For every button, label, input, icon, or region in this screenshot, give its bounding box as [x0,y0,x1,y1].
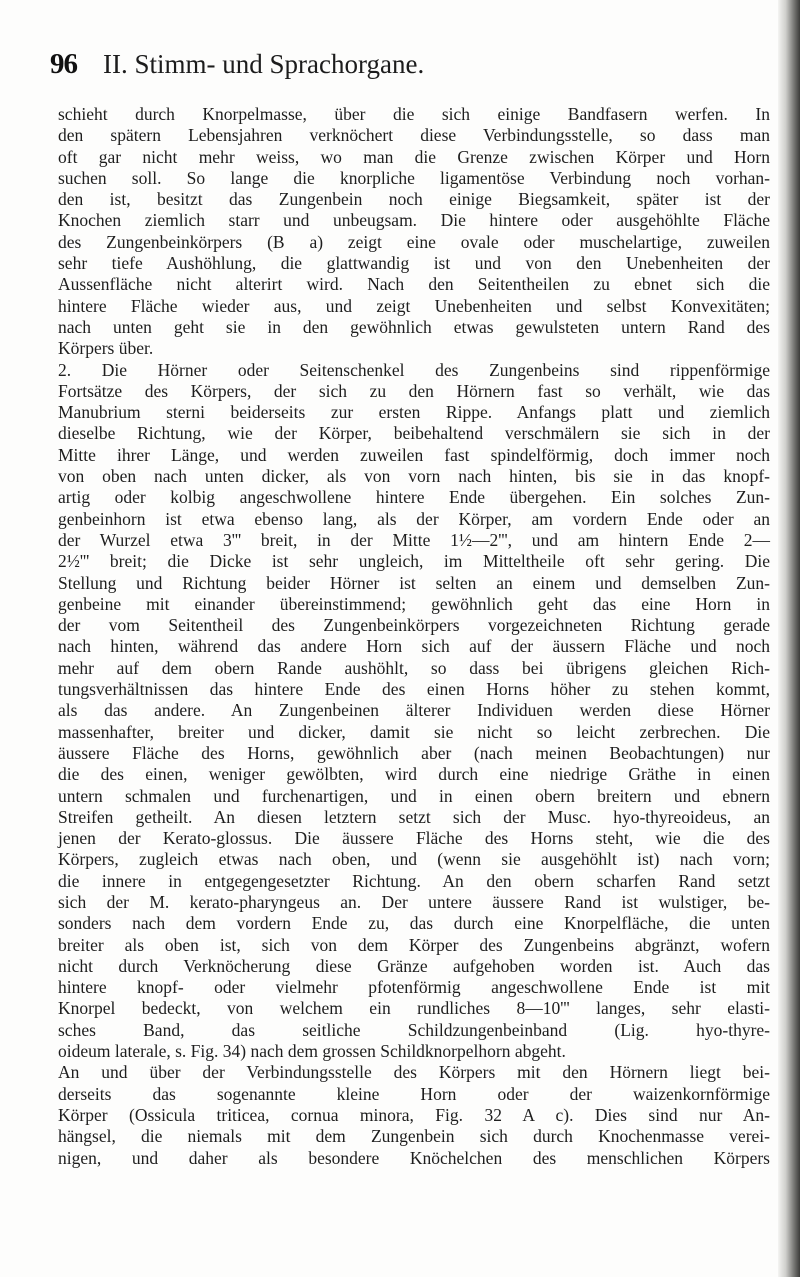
text-line: schieht durch Knorpelmasse, über die sich einige Bandfasern werfen. In [58,104,770,124]
text-line: massenhafter, breiter und dicker, damit sie nicht so leicht zerbrechen. Die [58,721,770,742]
text-line: jenen der Kerato-glossus. Die äussere Fläche des Horns steht, wie die des [58,828,770,849]
text-line: Körpers, zugleich etwas nach oben, und (wenn sie ausgehöhlt ist) nach vorn; [58,849,770,870]
text-line: hintere knopf- oder vielmehr pfotenförmig angeschwollene Ende ist mit [58,977,770,998]
text-line: genbeinhorn ist etwa ebenso lang, als der Körper, am vordern Ende oder an [58,508,770,529]
text-line: sich der M. kerato-pharyngeus an. Der untere äussere Rand ist wulstiger, be- [58,891,770,912]
text-line: nach hinten, während das andere Horn sich auf der äussern Fläche und noch [58,636,770,657]
text-line: mehr auf dem obern Rande aushöhlt, so dass bei übrigens gleichen Rich- [58,657,770,678]
text-line: nicht durch Verknöcherung diese Gränze aufgehoben worden ist. Auch das [58,955,770,976]
text-line: von oben nach unten dicker, als von vorn nach hinten, bis sie in das knopf- [58,466,770,487]
text-line: artig oder kolbig angeschwollene hintere Ende übergehen. Ein solches Zun- [58,487,770,508]
text-line: dieselbe Richtung, wie der Körper, beibehaltend verschmälern sie sich in der [58,423,770,444]
text-line: Streifen getheilt. An diesen letztern setzt sich der Musc. hyo-thyreoideus, an [58,806,770,827]
text-line: suchen soll. So lange die knorpliche ligamentöse Verbindung noch vorhan- [58,167,770,188]
text-line: breiter als oben ist, sich von dem Körper des Zungenbeins abgränzt, wofern [58,934,770,955]
text-line: tungsverhältnissen das hintere Ende des einen Horns höher zu stehen kommt, [58,679,770,700]
text-line: Mitte ihrer Länge, und werden zuweilen fast spindelförmig, doch immer noch [58,444,770,465]
text-line: als das andere. An Zungenbeinen älterer Individuen werden diese Hörner [58,700,770,721]
text-line: 2½''' breit; die Dicke ist sehr ungleich, im Mitteltheile oft sehr gering. Die [58,551,770,572]
text-line: den spätern Lebensjahren verknöchert diese Verbindungsstelle, so dass man [58,125,770,146]
text-line: Knorpel bedeckt, von welchem ein rundliches 8—10''' langes, sehr elasti- [58,998,770,1019]
text-line: Knochen ziemlich starr und unbeugsam. Die hintere oder ausgehöhlte Fläche [58,210,770,231]
page-header [50,48,750,82]
text-line: oideum laterale, s. Fig. 34) nach dem grossen Schildknorpelhorn abgeht. [58,1041,566,1062]
text-line: hintere Fläche wieder aus, und zeigt Unebenheiten und selbst Konvexitäten; [58,295,770,316]
text-line: hängsel, die niemals mit dem Zungenbein sich durch Knochenmasse verei- [58,1126,770,1147]
running-title: II. Stimm- und Sprachorgane. [103,49,425,79]
text-line: Manubrium sterni beiderseits zur ersten Rippe. Anfangs platt und ziemlich [58,402,770,423]
text-line: den ist, besitzt das Zungenbein noch einige Biegsamkeit, später ist der [58,189,770,210]
text-line: 2. Die Hörner oder Seitenschenkel des Zungenbeins sind rippenförmige [58,359,770,380]
body-text [58,104,770,1169]
text-line: des Zungenbeinkörpers (B a) zeigt eine ovale oder muschelartige, zuweilen [58,231,770,252]
text-line: sehr tiefe Aushöhlung, die glattwandig ist und von den Unebenheiten der [58,253,770,274]
text-line: oft gar nicht mehr weiss, wo man die Grenze zwischen Körper und Horn [58,146,770,167]
page-number: 96 [50,48,77,80]
text-line: der Wurzel etwa 3''' breit, in der Mitte 1½—2''', und am hintern Ende 2— [58,529,770,550]
text-line: die innere in entgegengesetzter Richtung. An den obern scharfen Rand setzt [58,870,770,891]
text-line: der vom Seitentheil des Zungenbeinkörpers vorgezeichneten Richtung gerade [58,615,770,636]
text-line: äussere Fläche des Horns, gewöhnlich aber (nach meinen Beobachtungen) nur [58,742,770,763]
text-line: die des einen, weniger gewölbten, wird durch eine niedrige Gräthe in einen [58,764,770,785]
text-line: Fortsätze des Körpers, der sich zu den Hörnern fast so verhält, wie das [58,380,770,401]
text-line: genbeine mit einander übereinstimmend; gewöhnlich geht das eine Horn in [58,593,770,614]
text-line: Körper (Ossicula triticea, cornua minora, Fig. 32 A c). Dies sind nur An- [58,1104,770,1125]
text-line: untern schmalen und furchenartigen, und in einen obern breitern und ebnern [58,785,770,806]
page-edge-shadow [778,0,800,1277]
text-line: Stellung und Richtung beider Hörner ist selten an einem und demselben Zun- [58,572,770,593]
text-line: sonders nach dem vordern Ende zu, das durch eine Knorpelfläche, die unten [58,913,770,934]
text-line: derseits das sogenannte kleine Horn oder der waizenkornförmige [58,1083,770,1104]
text-line: nach unten geht sie in den gewöhnlich etwas gewulsteten untern Rand des [58,316,770,337]
text-line: Aussenfläche nicht alterirt wird. Nach den Seitentheilen zu ebnet sich die [58,274,770,295]
text-line: nigen, und daher als besondere Knöchelchen des menschlichen Körpers [58,1147,770,1168]
text-line: sches Band, das seitliche Schildzungenbeinband (Lig. hyo-thyre- [58,1019,770,1040]
text-line: Körpers über. [58,338,154,359]
text-line: An und über der Verbindungsstelle des Körpers mit den Hörnern liegt bei- [58,1062,770,1083]
